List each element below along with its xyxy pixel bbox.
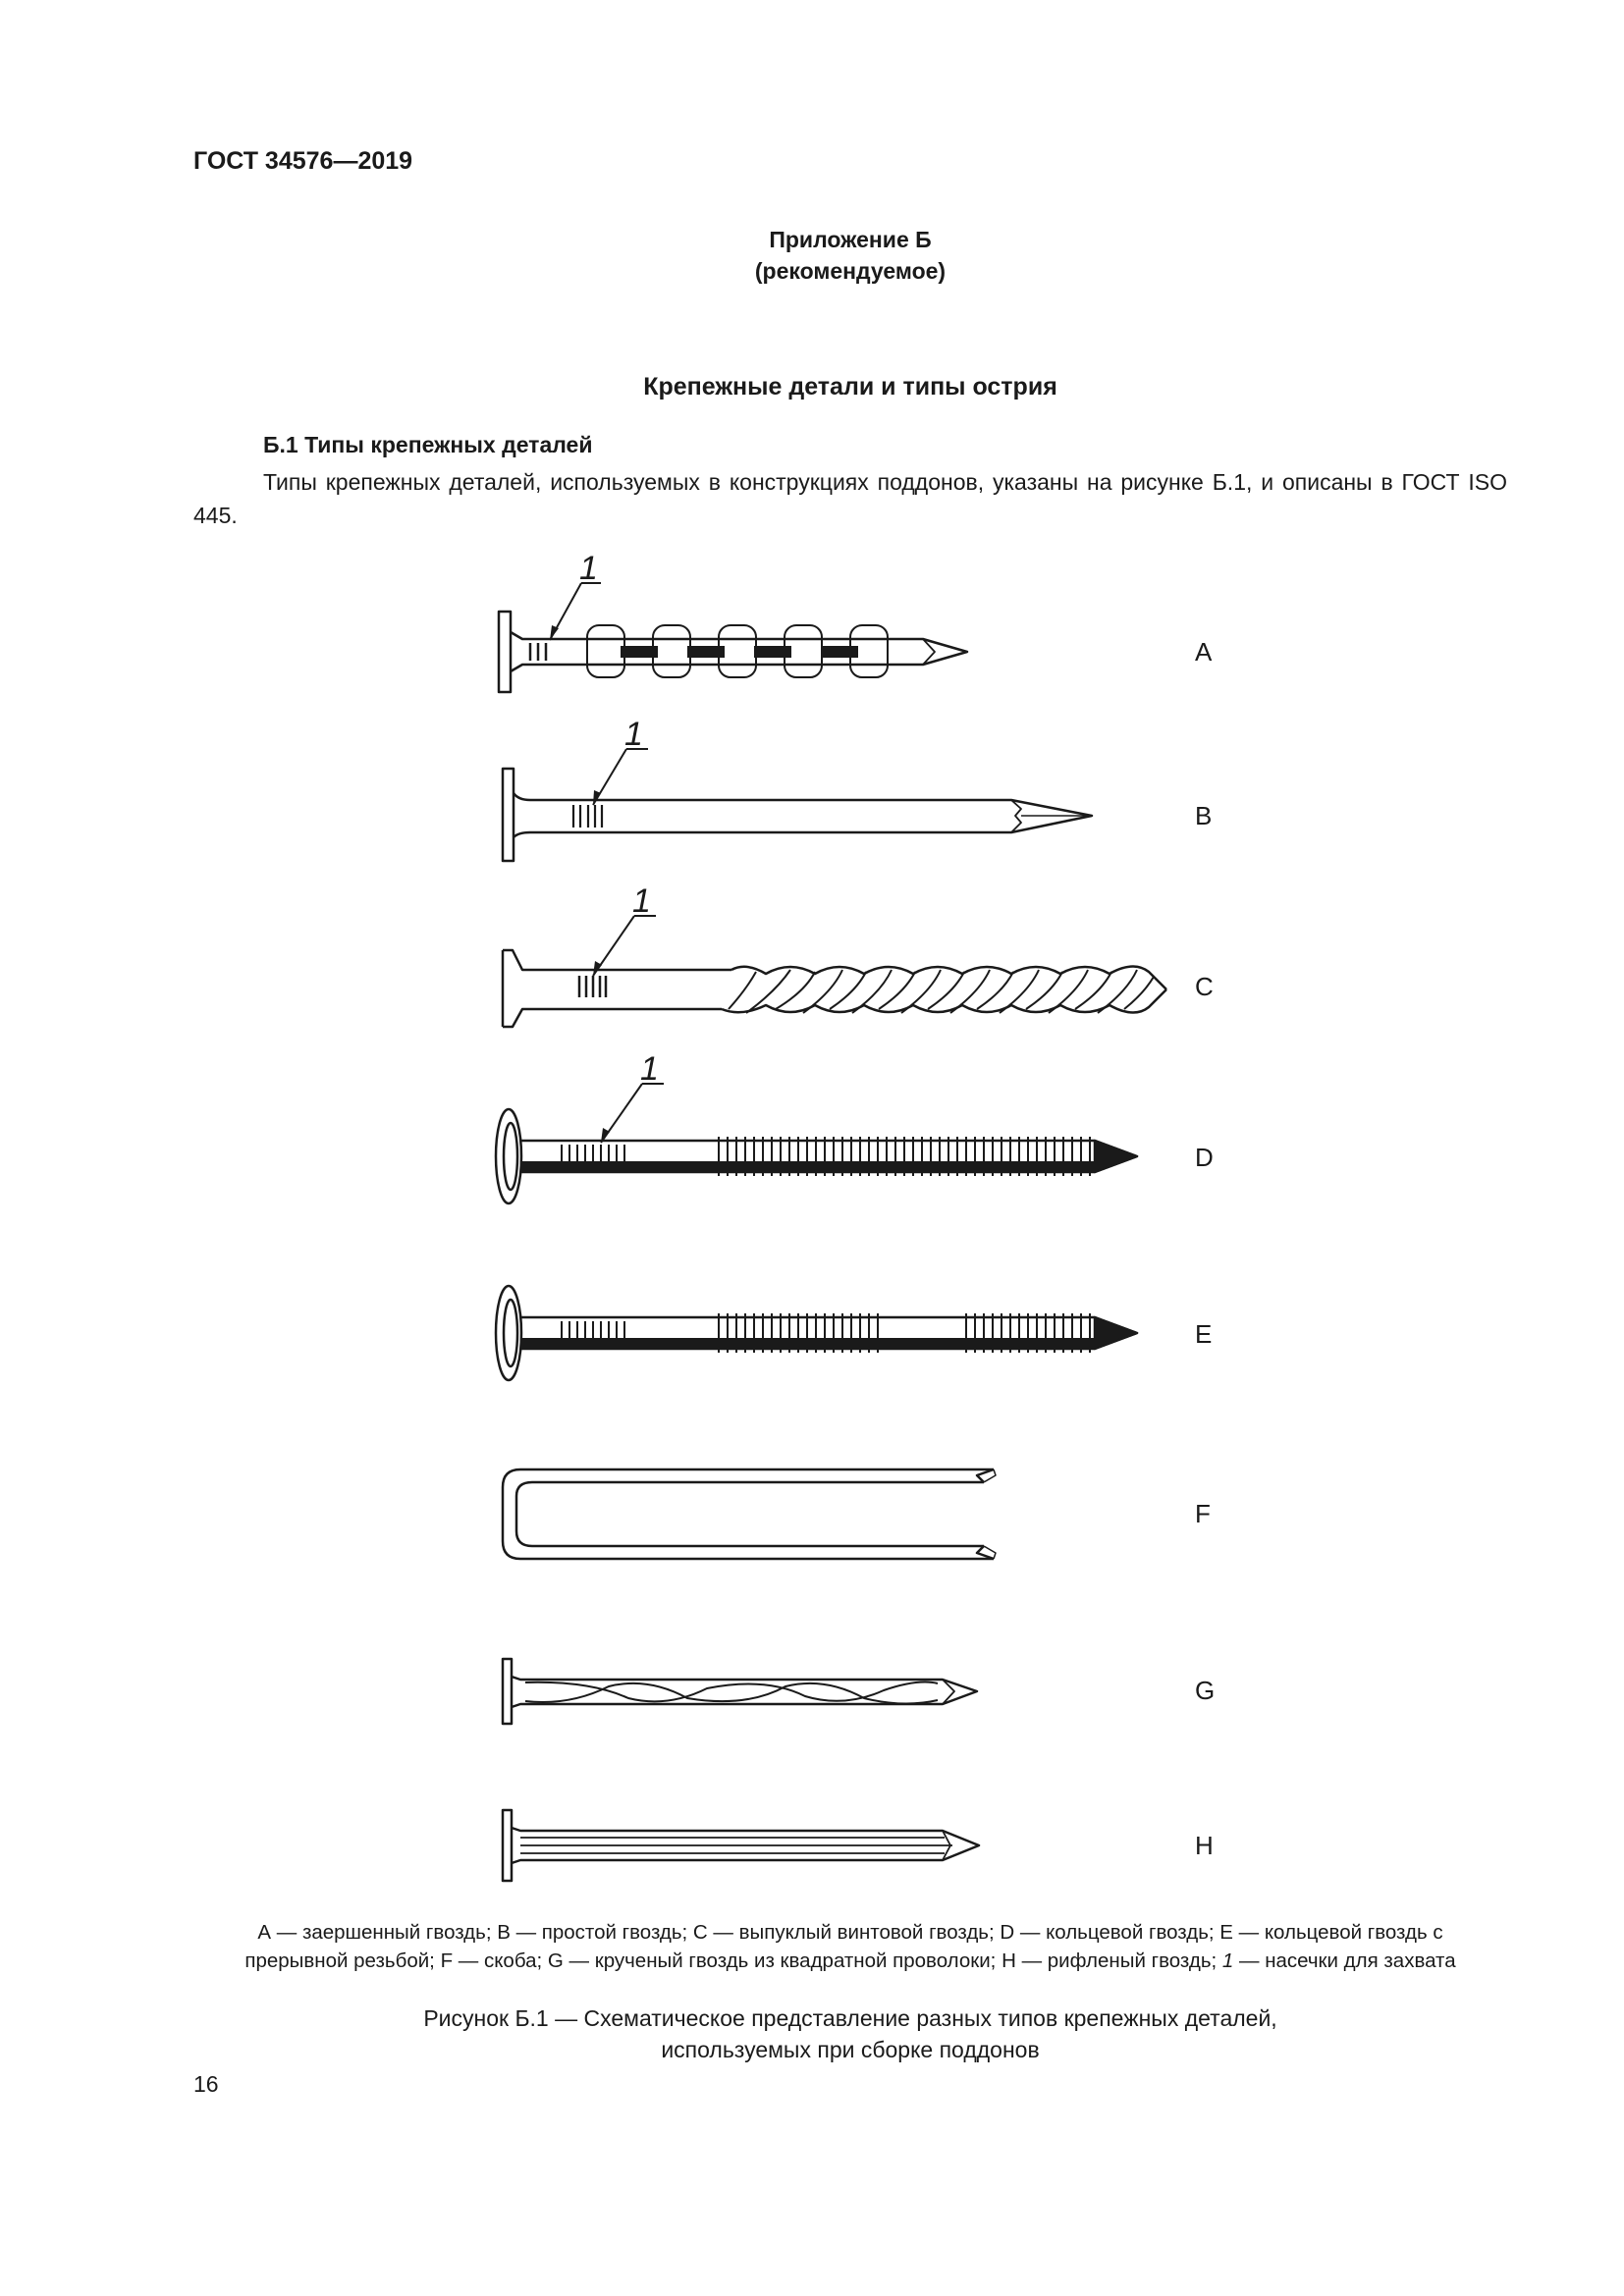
helical-screw-nail-icon — [503, 916, 1166, 1027]
staple-icon — [503, 1469, 996, 1559]
section-title: Крепежные детали и типы острия — [643, 373, 1057, 400]
figure-caption — [193, 2002, 1507, 2065]
legend-callout-ref: 1 — [1221, 1949, 1234, 1972]
figure-label-f: F — [1195, 1499, 1211, 1528]
figure-label-a: A — [1195, 637, 1213, 667]
twisted-square-wire-nail-icon — [503, 1659, 977, 1724]
figure-label-d: D — [1195, 1143, 1214, 1172]
callout-number: 1 — [632, 882, 651, 920]
callout-number: 1 — [624, 716, 643, 753]
figure-label-g: G — [1195, 1676, 1216, 1705]
appendix-title: Приложение Б — [769, 227, 932, 252]
legend-text: — насечки для захвата — [1233, 1949, 1456, 1972]
figure-label-c: C — [1195, 972, 1214, 1001]
caption-line-2: используемых при сборке поддонов — [661, 2037, 1040, 2062]
figure-label-h: H — [1195, 1831, 1214, 1860]
document-code: ГОСТ 34576—2019 — [193, 147, 413, 175]
figure-legend — [193, 1918, 1507, 1975]
annular-ring-nail-icon — [496, 1084, 1137, 1203]
page-number: 16 — [193, 2071, 219, 2097]
plain-nail-icon — [503, 749, 1092, 861]
figure-label-b: B — [1195, 801, 1213, 830]
callout-number: 1 — [579, 550, 598, 587]
appendix-subtitle: (рекомендуемое) — [754, 258, 947, 284]
figure-label-e: E — [1195, 1319, 1213, 1349]
subsection-heading: Б.1 Типы крепежных деталей — [263, 432, 593, 457]
legend-text: прерывной резьбой; F — скоба; G — крученый гвоздь из квадратной проволоки; Н — рифленый гвоздь; — [244, 1949, 1222, 1972]
legend-line-2 — [193, 1947, 1507, 1975]
fastener-figure — [0, 530, 1624, 1914]
legend-line-1: А — заершенный гвоздь; В — простой гвоздь; С — выпуклый винтовой гвоздь; D — кольцевой гвоздь; Е — кольцевой гвоздь с — [257, 1921, 1443, 1944]
fluted-nail-icon — [503, 1810, 979, 1881]
interrupted-thread-ring-nail-icon — [496, 1286, 1137, 1380]
body-paragraph: Типы крепежных деталей, используемых в конструкциях поддонов, указаны на рисунке Б.1, и описаны в ГОСТ ISO 445. — [193, 469, 1507, 528]
callout-number: 1 — [640, 1050, 659, 1088]
caption-line-1: Рисунок Б.1 — Схематическое представление разных типов крепежных деталей, — [423, 2005, 1277, 2031]
ring-shank-annular-nail-icon — [499, 583, 967, 692]
